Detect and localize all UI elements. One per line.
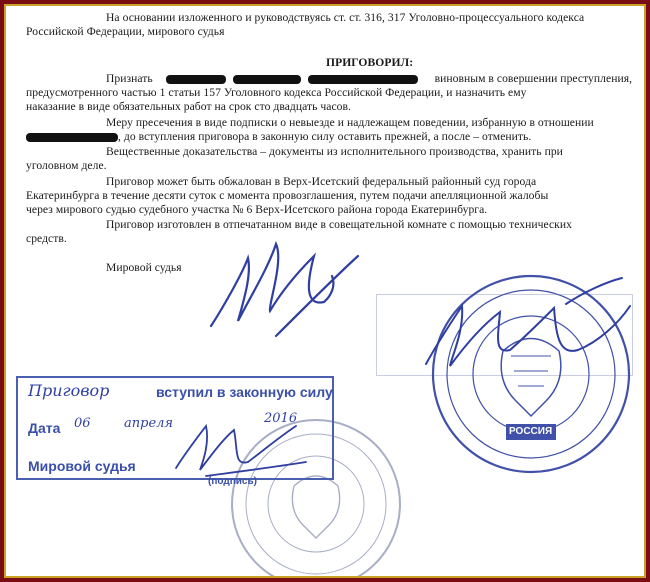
text-line: Приговор может быть обжалован в Верх-Исетский федеральный районный суд города: [106, 175, 537, 188]
stamp-judge-label: Мировой судья: [28, 458, 136, 474]
stamp-date-day: 06: [74, 416, 91, 431]
document-frame: [4, 4, 646, 578]
text-line: Вещественные доказательства – документы из исполнительного производства, хранить при: [106, 145, 563, 158]
text-line: Екатеринбурга в течение десяти суток с момента провозглашения, путем подачи апелляционной жалобы: [26, 189, 549, 202]
text-fragment: , до вступления приговора в законную силу оставить прежней, а после – отменить.: [118, 130, 532, 143]
stamp-date-year: 2016: [264, 411, 298, 426]
seal-signature: [426, 278, 630, 366]
text-fragment: виновным в совершении преступления,: [434, 72, 633, 85]
stamp-date-month: апреля: [124, 416, 174, 431]
stamp-printed-text: вступил в законную силу: [156, 384, 333, 400]
text-fragment: Признать: [106, 72, 153, 85]
verdict-page: [6, 6, 644, 576]
text-line: средств.: [26, 232, 67, 245]
text-line: Меру пресечения в виде подписки о невыезде и надлежащем поведении, избранную в отношении: [106, 116, 594, 129]
seals-and-signatures: [6, 6, 644, 576]
seal-emblem-text: РОССИЯ: [509, 426, 553, 437]
stamp-date-label: Дата: [28, 420, 61, 436]
stamp-handwritten-verdict: Приговор: [28, 381, 110, 400]
judge-label: Мировой судья: [106, 261, 182, 274]
text-line: уголовном деле.: [26, 159, 107, 172]
judge-signature: [211, 244, 358, 336]
paragraph-basis: На основании изложенного и руководствуясь ст. ст. 316, 317 Уголовно-процессуального кодекса: [106, 11, 585, 24]
text-line: предусмотренного частью 1 статьи 157 Уголовного кодекса Российской Федерации, и назначить ему: [26, 86, 527, 99]
text-line: наказание в виде обязательных работ на срок сто двадцать часов.: [26, 100, 351, 113]
text-line: Приговор изготовлен в отпечатанном виде в совещательной комнате с помощью технических: [106, 218, 572, 231]
stamp-signature-caption: (подпись): [208, 476, 257, 487]
verdict-heading: ПРИГОВОРИЛ:: [326, 56, 414, 69]
text-line: через мирового судью судебного участка № 6 Верх-Исетского района города Екатеринбурга.: [26, 203, 488, 216]
text-line: Российской Федерации, мирового судья: [26, 25, 225, 38]
